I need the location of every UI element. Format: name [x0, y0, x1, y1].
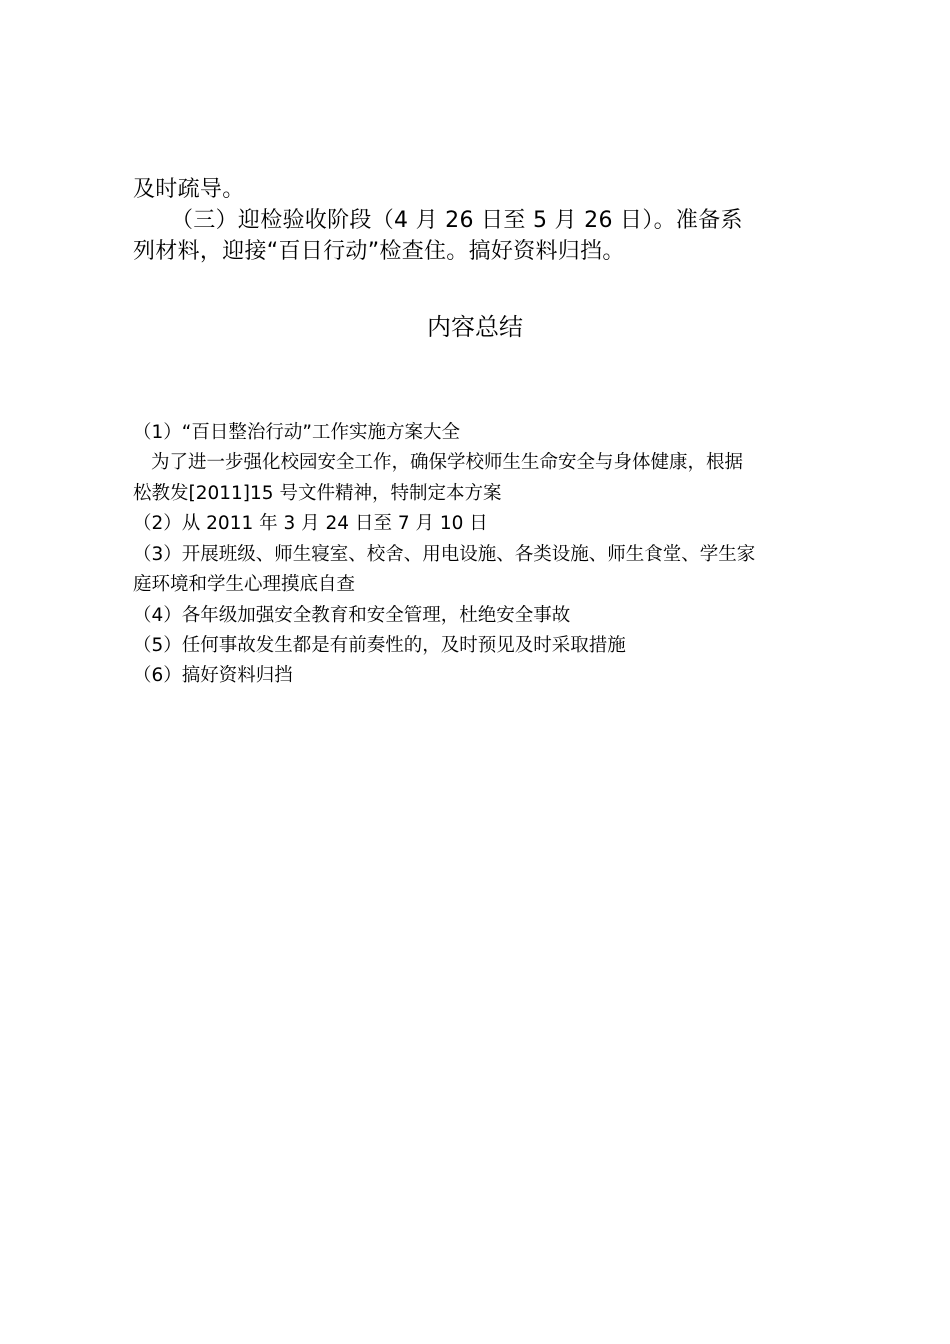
summary-item-5: （5）任何事故发生都是有前奏性的，及时预见及时采取措施 [133, 635, 626, 656]
summary-title: 内容总结 [427, 313, 523, 341]
summary-item-3-line-1: （3）开展班级、师生寝室、校舍、用电设施、各类设施、师生食堂、学生家 [133, 544, 756, 565]
body-line-3: 列材料，迎接“百日行动”检查住。搞好资料归挡。 [133, 239, 625, 264]
summary-item-2: （2）从 2011 年 3 月 24 日至 7 月 10 日 [133, 513, 488, 534]
summary-item-3-line-2: 庭环境和学生心理摸底自查 [133, 574, 356, 595]
summary-paragraph-line-2: 松教发[2011]15 号文件精神，特制定本方案 [133, 483, 502, 504]
summary-paragraph-line-1: 为了进一步强化校园安全工作，确保学校师生生命安全与身体健康，根据 [151, 452, 744, 473]
summary-item-6: （6）搞好资料归挡 [133, 665, 293, 686]
summary-item-4: （4）各年级加强安全教育和安全管理，杜绝安全事故 [133, 605, 571, 626]
body-line-1: 及时疏导。 [133, 177, 245, 202]
summary-item-1: （1）“百日整治行动”工作实施方案大全 [133, 422, 460, 443]
body-line-2: （三）迎检验收阶段（4 月 26 日至 5 月 26 日）。准备系 [171, 208, 743, 233]
